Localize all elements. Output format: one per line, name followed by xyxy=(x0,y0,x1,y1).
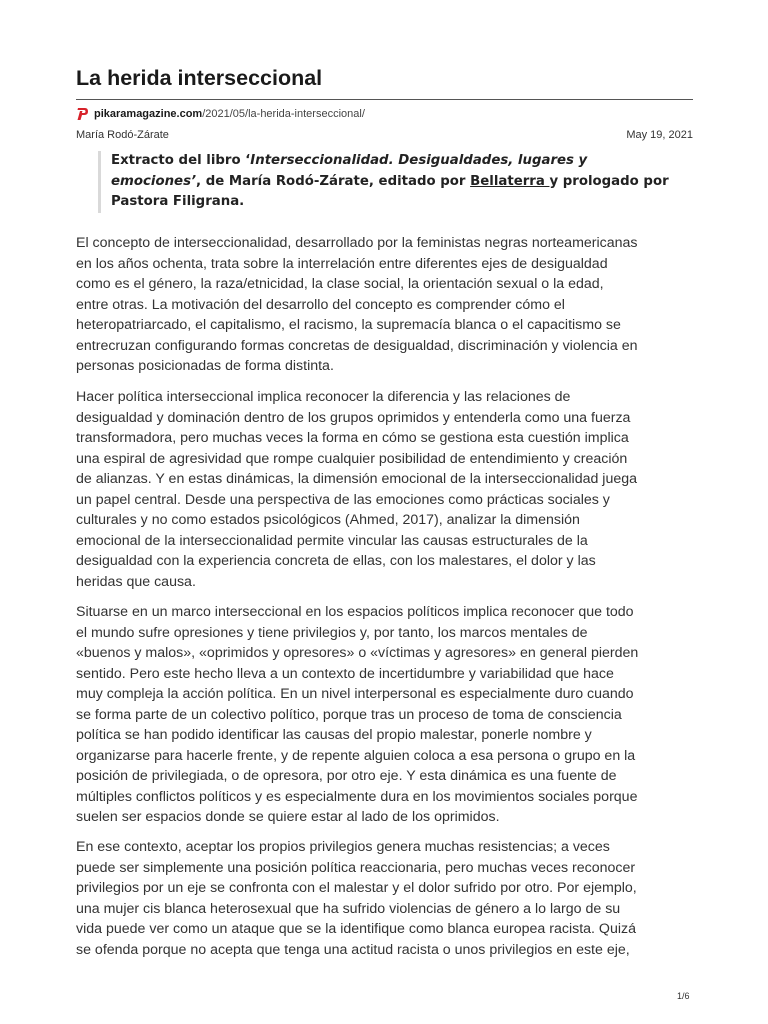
text-line: «buenos y malos», «oprimidos y opresores» o «víctimas y agresores» en general pierden xyxy=(76,645,639,661)
text-line: vida puede ver como un ataque que se la identifique como blanca europea racista. Quizá xyxy=(76,921,636,937)
text-line: desigualdad con la experiencia concreta de ellas, con los malestares, el dolor y las xyxy=(76,553,596,569)
text-line: se ofenda porque no acepta que tenga una actitud racista o unos privilegios en este eje, xyxy=(76,941,630,958)
text-line: posición de privilegiada, o de opresora, por otro eje. Y esta dinámica es una fuente de xyxy=(76,768,617,784)
pikara-logo-icon xyxy=(76,107,88,121)
paragraph-4 xyxy=(76,837,693,960)
text-line: múltiples conflictos políticos y es especialmente dura en los movimientos sociales porque xyxy=(76,788,638,805)
quote-mid: , de María Rodó-Zárate, editado por xyxy=(196,173,471,189)
text-line: como es el género, la raza/etnicidad, la clase social, la orientación sexual o la edad, xyxy=(76,276,604,292)
quote-book-title: Interseccionalidad. Desigualdades, lugares y emociones’ xyxy=(111,153,588,189)
intro-blockquote xyxy=(98,151,681,213)
text-line: entrecruzan configurando formas concretas de desigualdad, discriminación y violencia en xyxy=(76,337,638,354)
text-line: organizarse para hacerle frente, y de repente alguien coloca a esa persona o grupo en la xyxy=(76,747,636,764)
text-line: culturales y no como estados psicológicos (Ahmed, 2017), analizar la dimensión xyxy=(76,512,580,528)
quote-prefix: Extracto del libro ‘ xyxy=(111,153,251,168)
publisher-link[interactable]: Bellaterra xyxy=(470,173,550,189)
text-line: en los años ochenta, trata sobre la interrelación entre diferentes ejes de desigualdad xyxy=(76,255,608,272)
source-path-link[interactable]: /2021/05/la-herida-interseccional/ xyxy=(202,108,365,120)
text-line: Situarse en un marco interseccional en los espacios políticos implica reconocer que todo xyxy=(76,604,634,620)
text-line: desigualdad y dominación dentro de los grupos oprimidos y entenderla como una fuerza xyxy=(76,409,631,426)
source-domain-link[interactable]: pikaramagazine.com xyxy=(94,108,203,120)
text-line: heridas que causa. xyxy=(76,573,196,590)
text-line: entre otras. La motivación del desarrollo del concepto es comprender cómo el xyxy=(76,296,565,313)
text-line: se forma parte de un colectivo político, porque tras un proceso de toma de consciencia xyxy=(76,706,622,723)
text-line: una mujer cis blanca heterosexual que ha sufrido violencias de género a lo largo de su xyxy=(76,900,621,917)
text-line: el mundo sufre opresiones y tiene privilegios y, por tanto, los marcos mentales de xyxy=(76,624,588,641)
text-line: política se han podido identificar las causas del propio malestar, ponerle nombre y xyxy=(76,727,592,743)
text-line: privilegios por un eje se confronta con el malestar y el dolor sufrido por otro. Por ejemplo, xyxy=(76,880,637,896)
title-divider xyxy=(76,99,693,100)
article-date: May 19, 2021 xyxy=(626,129,693,141)
text-line: de alianzas. Y en estas dinámicas, la dimensión emocional de la interseccionalidad juega xyxy=(76,471,638,487)
paragraph-1 xyxy=(76,233,693,377)
text-line: transformadora, pero muchas veces la forma en cómo se gestiona esta cuestión implica xyxy=(76,430,629,446)
article-author: María Rodó-Zárate xyxy=(76,129,169,141)
article-title: La herida interseccional xyxy=(76,66,323,90)
text-line: sentido. Pero este hecho lleva a un contexto de incertidumbre y variabilidad que hace xyxy=(76,665,614,682)
text-line: suelen ser espacios donde se quiere estar al lado de los oprimidos. xyxy=(76,809,500,825)
text-line: muy compleja la acción política. En un nivel interpersonal es especialmente duro cuando xyxy=(76,686,634,702)
text-line: Hacer política interseccional implica reconocer la diferencia y las relaciones de xyxy=(76,389,571,405)
text-line: personas posicionadas de forma distinta. xyxy=(76,358,334,374)
text-line: En ese contexto, aceptar los propios privilegios genera muchas resistencias; a veces xyxy=(76,839,610,855)
source-line xyxy=(76,106,365,122)
text-line: heteropatriarcado, el capitalismo, el racismo, la supremacía blanca o el capacitismo se xyxy=(76,317,621,333)
page-number: 1/6 xyxy=(677,991,690,1001)
text-line: puede ser simplemente una posición política reaccionaria, pero muchas veces reconocer xyxy=(76,859,636,876)
quote-suffix: y prologado por Pastora Filigrana. xyxy=(111,173,669,209)
text-line: El concepto de interseccionalidad, desarrollado por la feministas negras norteamericanas xyxy=(76,235,638,251)
text-line: una espiral de agresividad que rompe cualquier posibilidad de entendimiento y creación xyxy=(76,450,628,467)
text-line: un papel central. Desde una perspectiva de las emociones como prácticas sociales y xyxy=(76,491,610,508)
paragraph-2 xyxy=(76,387,693,592)
text-line: emocional de la interseccionalidad permite vincular las causas estructurales de la xyxy=(76,532,588,549)
paragraph-3 xyxy=(76,602,693,828)
